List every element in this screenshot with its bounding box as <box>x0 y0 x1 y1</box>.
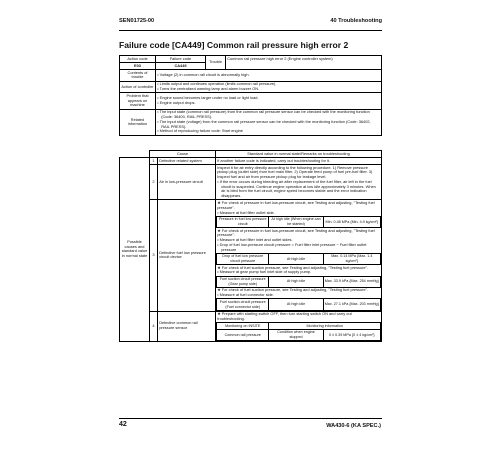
failure-code-value: CA449 <box>156 62 206 69</box>
cause-remark: Inspect it for air entry directly according to the following procedure. 1) Remove pressure pickup plug (outlet side) from fuel main filter. 2) Operate feed pump of fuel pre-fuel filter. 3) Inspect fuel and air from pressure pickup plug for leakage level. • If the error occurs during bleeding air after replacement of the fuel filter, air left in the fuel circuit is suspected. Continue engine operation at low idle approximately 3 minutes. When air is bled from the fuel circuit, engine speed becomes stable and the error indication disappears. <box>216 164 382 200</box>
list-item: • Limits output and continues operation (limits common rail pressure). <box>157 82 380 87</box>
suction-pressure-table: Fuel suction circuit pressure (Gear pump side) At high idle Max. 33.9 kPa {Max. 254 mmHg} <box>216 276 381 288</box>
action-controller-list <box>156 81 382 93</box>
list-item: • Turns the centralized warning lamp and alarm buzzer ON. <box>157 87 380 92</box>
footer-divider <box>119 418 382 419</box>
problem-header: Problem that appears on machine <box>120 93 156 109</box>
cause-name: Air in low-pressure circuit <box>158 164 216 200</box>
contents-header: Contents of trouble <box>120 69 156 81</box>
pressure-table: Pressure in fuel low pressure circuit At high idle (When engine can be started) Min. 0.48 MPa {Min. 4.9 kg/cm²} <box>216 216 381 228</box>
pressure-drop-table: Drop of fuel low pressure circuit pressure At high idle Max. 0.14 MPa {Max. 1.4 kg/cm²} <box>216 253 381 265</box>
list-item: • The input state (voltage) from the common rail pressure sensor can be checked with the monitoring function (Code: 36402, RAIL PRESS). <box>157 120 380 130</box>
action-code-value: E03 <box>120 62 156 69</box>
list-item: • Engine sound becomes larger under no load or light load. <box>157 96 380 101</box>
cause-name: Defective fuel low pressure circuit device <box>158 200 216 311</box>
related-header: Related information <box>120 109 156 135</box>
related-list <box>156 109 382 135</box>
cause-number: 2 <box>150 164 158 200</box>
page-title: Failure code [CA449] Common rail pressure high error 2 <box>119 40 349 50</box>
list-item: • Method of reproducing failure code: Start engine <box>157 129 380 134</box>
cause-remark: ★ For check of pressure in fuel low-pressure circuit, see Testing and adjusting, "Testing fuel pressure". • Measure at fuel filter outlet side. Pressure in fuel low pressure circuit At high idle (When engine can be started) Min. 0.48 MPa {Min. 4.9 kg/cm²} ★ For check of pressure in fuel low-pressure circuit, see Testing and adjusting, "Testing fuel pressure". • Measure at fuel filter inlet and outlet sides. • Drop of fuel low-pressure circuit pressure = Fuel filter inlet pressure − Fuel filter outlet pressure Drop of fuel low pressure circuit pressure At high idle Max. 0.14 MPa {Max. 1.4 kg/cm²} ★ For check of fuel suction pressure, see Testing and adjusting, "Testing fuel pressure". • Measure at gear pump fuel inlet side of supply pump. Fuel suction circuit pressure (Gear pump side) At high idle Max. 33.9 kPa {Max. 254 mmHg} ★ For check of fuel suction pressure, see Testing and adjusting, "Testing fuel pressure". • Measure at fuel connector side. Fuel suction circuit pressure (Fuel connector side) At high idle Max. 27.1 kPa {Max. 203 mmHg} <box>216 200 382 311</box>
possible-causes-label: Possible causes and standard value in normal state <box>120 157 150 341</box>
list-item: • Engine output drops. <box>157 101 380 106</box>
standard-header: Standard value in normal state/Remarks on troubleshooting <box>216 151 382 158</box>
cause-number: 4 <box>150 311 158 341</box>
problem-list <box>156 93 382 109</box>
possible-causes-table <box>119 150 382 342</box>
page-header <box>119 18 382 31</box>
trouble-header: Trouble <box>206 56 226 70</box>
failure-code-header: Failure code <box>156 56 206 63</box>
cause-number: 1 <box>150 157 158 164</box>
cause-name: Defective common rail pressure sensor <box>158 311 216 341</box>
cause-remark: ★ Prepare with starting switch OFF, then turn starting switch ON and carry out troubleshooting. Monitoring on INSITE Monitoring information Common rail pressure Condition when engine stopped 0 ± 0.39 MPa {0 ± 4 kg/cm²} <box>216 311 382 341</box>
cause-remark: If another failure code is indicated, carry out troubleshooting for it. <box>216 157 382 164</box>
failure-info-table <box>119 55 382 136</box>
document-code: SEN01725-00 <box>119 18 155 24</box>
cause-number: 3 <box>150 200 158 311</box>
cause-header: Cause <box>150 151 216 158</box>
model-name: WA430-6 (KA SPEC.) <box>326 423 381 429</box>
cause-name: Defective related system <box>158 157 216 164</box>
action-controller-header: Action of controller <box>120 81 156 93</box>
page-number: 42 <box>119 421 127 428</box>
section-name: 40 Troubleshooting <box>330 18 382 24</box>
monitoring-table: Monitoring on INSITE Monitoring information Common rail pressure Condition when engine stopped 0 ± 0.39 MPa {0 ± 4 kg/cm²} <box>216 322 381 341</box>
contents-text: • Voltage (2) in common rail circuit is abnormally high. <box>156 69 382 81</box>
suction-pressure-connector-table: Fuel suction circuit pressure (Fuel connector side) At high idle Max. 27.1 kPa {Max. 203 mmHg} <box>216 298 381 310</box>
action-code-header: Action code <box>120 56 156 63</box>
trouble-text: Common rail pressure high error 2 (Engine controller system) <box>226 56 382 70</box>
list-item: • The input state (common rail pressure) from the common rail pressure sensor can be checked with the monitoring function (Code: 36400, RAIL PRESS). <box>157 110 380 120</box>
